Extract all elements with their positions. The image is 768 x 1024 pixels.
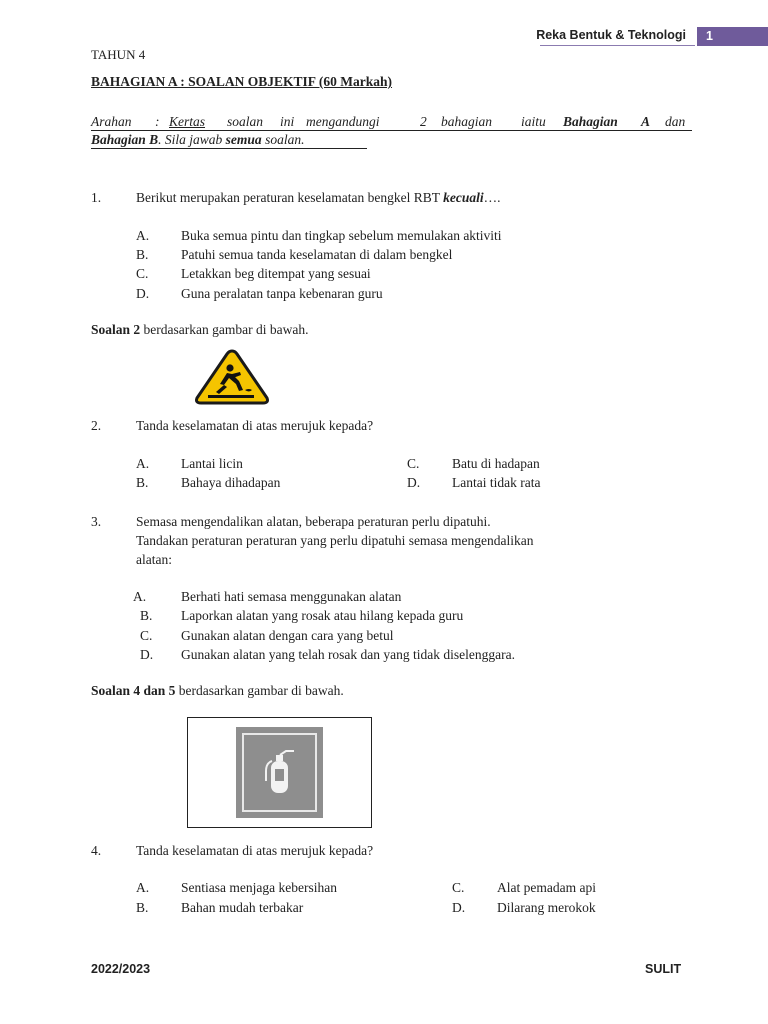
option-text: Gunakan alatan yang telah rosak dan yang tidak diselenggara.: [181, 647, 515, 662]
instructions-word: soalan: [227, 114, 264, 129]
option-text: Lantai licin: [181, 456, 243, 471]
option-text: Letakkan beg ditempat yang sesuai: [181, 266, 371, 281]
instructions-part-b: Bahagian B: [91, 132, 159, 147]
option-text: Lantai tidak rata: [452, 475, 541, 490]
section-title: BAHAGIAN A : SOALAN OBJEKTIF (60 Markah): [91, 74, 393, 89]
option-letter: A.: [136, 228, 150, 243]
footer-classification: SULIT: [645, 962, 682, 976]
question-intro-bold: Soalan 2: [91, 322, 141, 337]
instructions-word: Bahagian: [563, 114, 618, 129]
option-letter: A.: [136, 456, 150, 471]
option-text: Gunakan alatan dengan cara yang betul: [181, 628, 394, 643]
question-number: 3.: [91, 514, 102, 529]
footer-year: 2022/2023: [91, 962, 151, 976]
question-intro: [91, 683, 344, 699]
image-frame: [187, 717, 372, 828]
option-letter: B.: [136, 900, 149, 915]
option-letter: B.: [140, 608, 153, 623]
option-text: Bahan mudah terbakar: [181, 900, 304, 915]
instructions-text: soalan.: [261, 132, 305, 147]
question-text-line-1: Semasa mengendalikan alatan, beberapa peraturan perlu dipatuhi.: [136, 514, 491, 529]
option-letter: C.: [452, 880, 465, 895]
option-text: Bahaya dihadapan: [181, 475, 281, 490]
page-number-box: [695, 27, 768, 46]
question-text: Tanda keselamatan di atas merujuk kepada?: [136, 418, 374, 433]
option-letter: D.: [452, 900, 466, 915]
question-number: 4.: [91, 843, 102, 858]
instructions-label: Arahan: [91, 114, 132, 129]
wet-floor-warning-sign-icon: [194, 348, 270, 406]
option-text: Dilarang merokok: [497, 900, 596, 915]
question-text-line-2: Tandakan peraturan peraturan yang perlu dipatuhi semasa mengendalikan: [136, 533, 534, 548]
question-text: [136, 190, 501, 206]
question-stem: Berikut merupakan peraturan keselamatan bengkel RBT: [136, 190, 444, 205]
instructions-word: ini: [280, 114, 295, 129]
question-text-line-3: alatan:: [136, 552, 172, 567]
instructions-word: dan: [665, 114, 686, 129]
instructions-word: iaitu: [521, 114, 546, 129]
instructions-text: . Sila jawab: [158, 132, 226, 147]
tahun-label: TAHUN 4: [91, 47, 146, 62]
question-emphasis: kecuali: [443, 190, 484, 205]
instructions-line-1: [91, 114, 692, 131]
question-text: Tanda keselamatan di atas merujuk kepada?: [136, 843, 374, 858]
instructions-line-2: [91, 132, 367, 149]
question-intro-text: berdasarkan gambar di bawah.: [175, 683, 344, 698]
question-number: 1.: [91, 190, 102, 205]
option-text: Patuhi semua tanda keselamatan di dalam bengkel: [181, 247, 453, 262]
instructions-word: bahagian: [441, 114, 493, 129]
instructions-word: A: [641, 114, 651, 129]
option-text: Batu di hadapan: [452, 456, 540, 471]
option-text: Buka semua pintu dan tingkap sebelum memulakan aktiviti: [181, 228, 502, 243]
option-letter: B.: [136, 247, 149, 262]
page-number: 1: [706, 29, 713, 43]
option-letter: D.: [140, 647, 154, 662]
option-text: Guna peralatan tanpa kebenaran guru: [181, 286, 383, 301]
option-letter: C.: [136, 266, 149, 281]
instructions-word: Kertas: [169, 114, 206, 129]
question-intro-text: berdasarkan gambar di bawah.: [140, 322, 309, 337]
instructions-emphasis: semua: [225, 132, 262, 147]
question-intro: [91, 322, 308, 338]
option-text: Berhati hati semasa menggunakan alatan: [181, 589, 402, 604]
option-letter: B.: [136, 475, 149, 490]
instructions-colon: :: [155, 114, 160, 129]
question-tail: ….: [483, 190, 501, 205]
option-letter: A.: [133, 589, 147, 604]
option-text: Laporkan alatan yang rosak atau hilang kepada guru: [181, 608, 464, 623]
instructions-word: 2: [420, 114, 427, 129]
fire-extinguisher-sign-icon: [236, 727, 323, 818]
option-text: Alat pemadam api: [497, 880, 596, 895]
option-letter: D.: [407, 475, 421, 490]
option-text: Sentiasa menjaga kebersihan: [181, 880, 337, 895]
option-letter: C.: [407, 456, 420, 471]
option-letter: A.: [136, 880, 150, 895]
option-letter: D.: [136, 286, 150, 301]
instructions-word: mengandungi: [306, 114, 380, 129]
question-number: 2.: [91, 418, 102, 433]
question-intro-bold: Soalan 4 dan 5: [91, 683, 176, 698]
header-subject: Reka Bentuk & Teknologi: [536, 28, 686, 42]
option-letter: C.: [140, 628, 153, 643]
